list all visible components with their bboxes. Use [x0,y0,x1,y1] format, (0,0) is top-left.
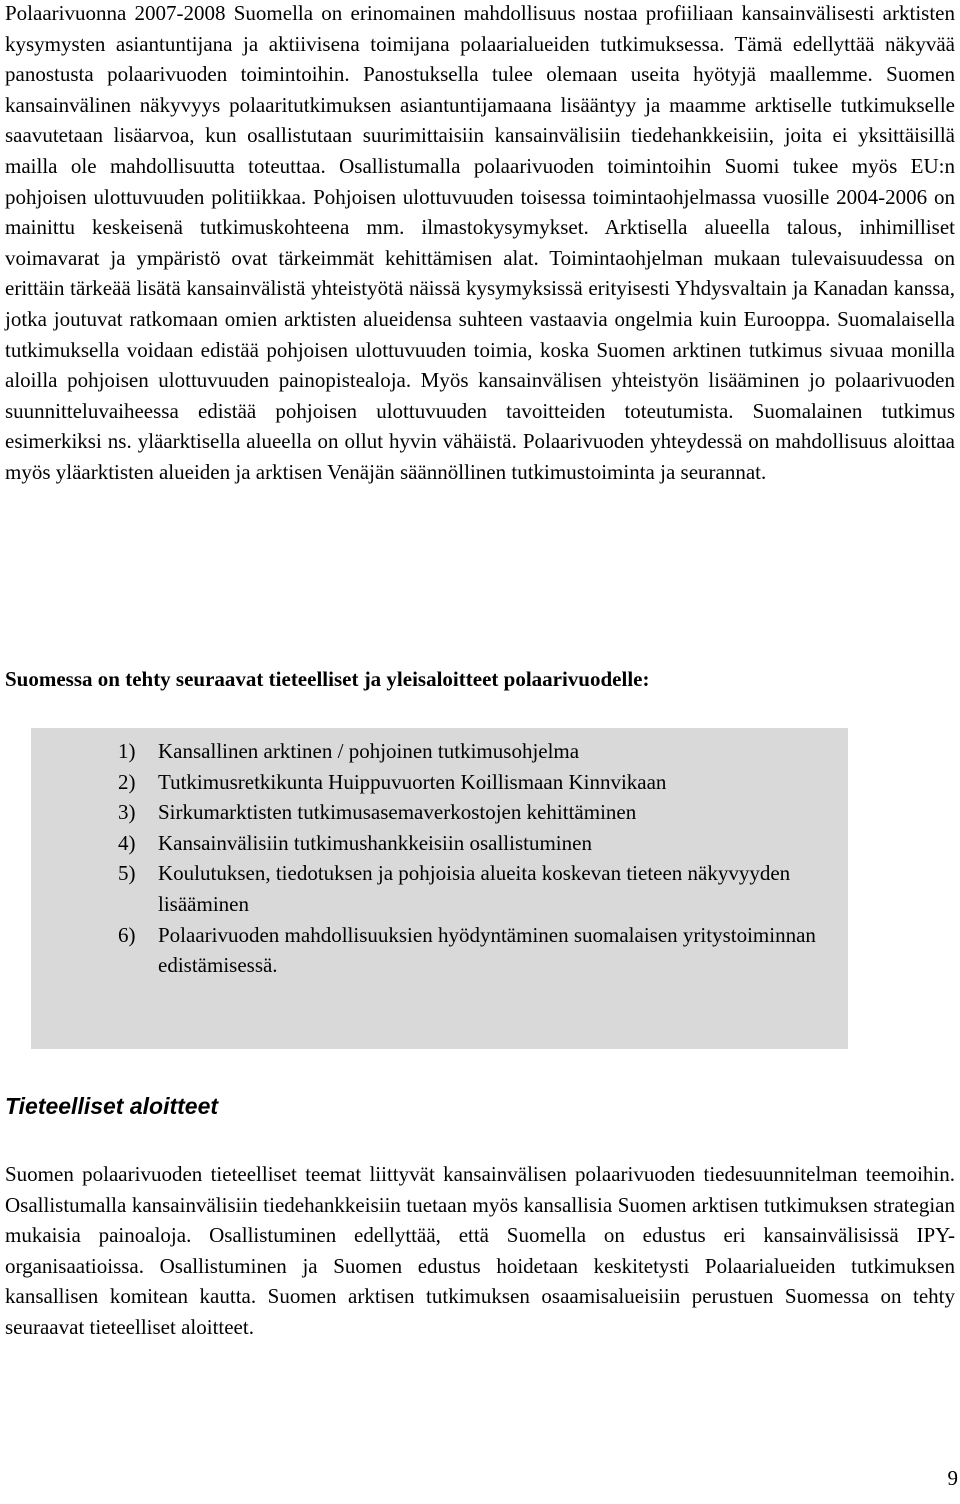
initiatives-box [31,728,848,1049]
initiatives-list [86,736,826,981]
list-item-text: Sirkumarktisten tutkimusasemaverkostojen kehittäminen [158,800,637,825]
list-item-text: Kansallinen arktinen / pohjoinen tutkimusohjelma [158,739,580,763]
list-item [86,858,826,919]
list-item [86,828,826,859]
initiatives-heading: Suomessa on tehty seuraavat tieteelliset ja yleisaloitteet polaarivuodelle: [5,667,650,691]
list-item [86,767,826,798]
scientific-initiatives-paragraph: Suomen polaarivuoden tieteelliset teemat liittyvät kansainvälisen polaarivuoden tiedesuunnitelman teemoihin. Osallistumalla kansainvälisiin tiedehankkeisiin tuetaan myös kansallisia Suomen arktisen tutkimuksen strategian mukaisia painoaloja. Osallistuminen edellyttää, että Suomella on edustus eri kansainvälisissä IPY-organisaatioissa. Osallistuminen ja Suomen edustus hoidetaan keskitetysti Polaarialueiden tutkimuksen kansallisen komitean kautta. Suomen arktisen tutkimuksen osaamisalueisiin perustuen Suomessa on tehty seuraavat tieteelliset aloitteet. [5,1162,955,1339]
list-item-text: Koulutuksen, tiedotuksen ja pohjoisia alueita koskevan tieteen näkyvyyden lisääminen [158,861,791,916]
list-item-number: 4) [118,830,136,855]
intro-paragraph: Polaarivuonna 2007-2008 Suomella on erinomainen mahdollisuus nostaa profiiliaan kansainvälisesti arktisten kysymysten asiantuntijana ja aktiivisena toimijana polaarialueiden tutkimuksessa. Tämä edellyttää näkyvää panostusta polaarivuoden toimintoihin. Panostuksella tulee olemaan useita hyötyjä maallemme. Suomen kansainvälinen näkyvyys polaaritutkimuksen asiantuntijamaana lisääntyy ja maamme arktiselle tutkimukselle saavutetaan lisäarvoa, kun osallistutaan suurimittaisiin kansainvälisiin tiedehankkeisiin, joita ei yksittäisillä mailla ole mahdollisuutta toteuttaa. Osallistumalla polaarivuoden toimintoihin Suomi tukee myös EU:n pohjoisen ulottuvuuden politiikkaa. Pohjoisen ulottuvuuden toisessa toimintaohjelmassa vuosille 2004-2006 on mainittu keskeisenä tutkimuskohteena mm. ilmastokysymykset. Arktisella alueella talous, inhimilliset voimavarat ja ympäristö ovat tärkeimmät kehittämisen alat. Toimintaohjelman mukaan tulevaisuudessa on erittäin tärkeää lisätä kansainvälistä yhteistyötä näissä kysymyksissä erityisesti Yhdysvaltain ja Kanadan kanssa, jotka joutuvat ratkomaan omien arktisten alueidensa suhteen vastaavia ongelmia kuin Eurooppa. Suomalaisella tutkimuksella voidaan edistää pohjoisen ulottuvuuden toimia, koska Suomen arktinen tutkimus sivuaa monilla aloilla pohjoisen ulottuvuuden painopistealoja. Myös kansainvälisen yhteistyön lisääminen jo polaarivuoden suunnitteluvaiheessa edistää pohjoisen ulottuvuuden tavoitteiden toteutumista. Suomalainen tutkimus esimerkiksi ns. yläarktisella alueella on ollut hyvin vähäistä. Polaarivuoden yhteydessä on mahdollisuus aloittaa myös yläarktisten alueiden ja arktisen Venäjän säännöllinen tutkimustoiminta ja seurannat. [5,1,955,484]
list-item-text: Tutkimusretkikunta Huippuvuorten Koillismaan Kinnvikaan [158,769,667,794]
list-item [86,736,826,767]
list-item-number: 3) [118,800,136,825]
list-item-number: 5) [118,861,136,886]
list-item [86,920,826,981]
section-subheading: Tieteelliset aloitteet [5,1093,219,1119]
list-item-number: 1) [118,739,136,763]
list-item-text: Kansainvälisiin tutkimushankkeisiin osallistuminen [158,830,592,855]
list-item-number: 6) [118,922,136,947]
list-item-text: Polaarivuoden mahdollisuuksien hyödyntäminen suomalaisen yritystoiminnan edistämisessä. [158,922,816,978]
page-number: 9 [947,1466,958,1490]
list-item-number: 2) [118,769,136,794]
list-item [86,797,826,828]
